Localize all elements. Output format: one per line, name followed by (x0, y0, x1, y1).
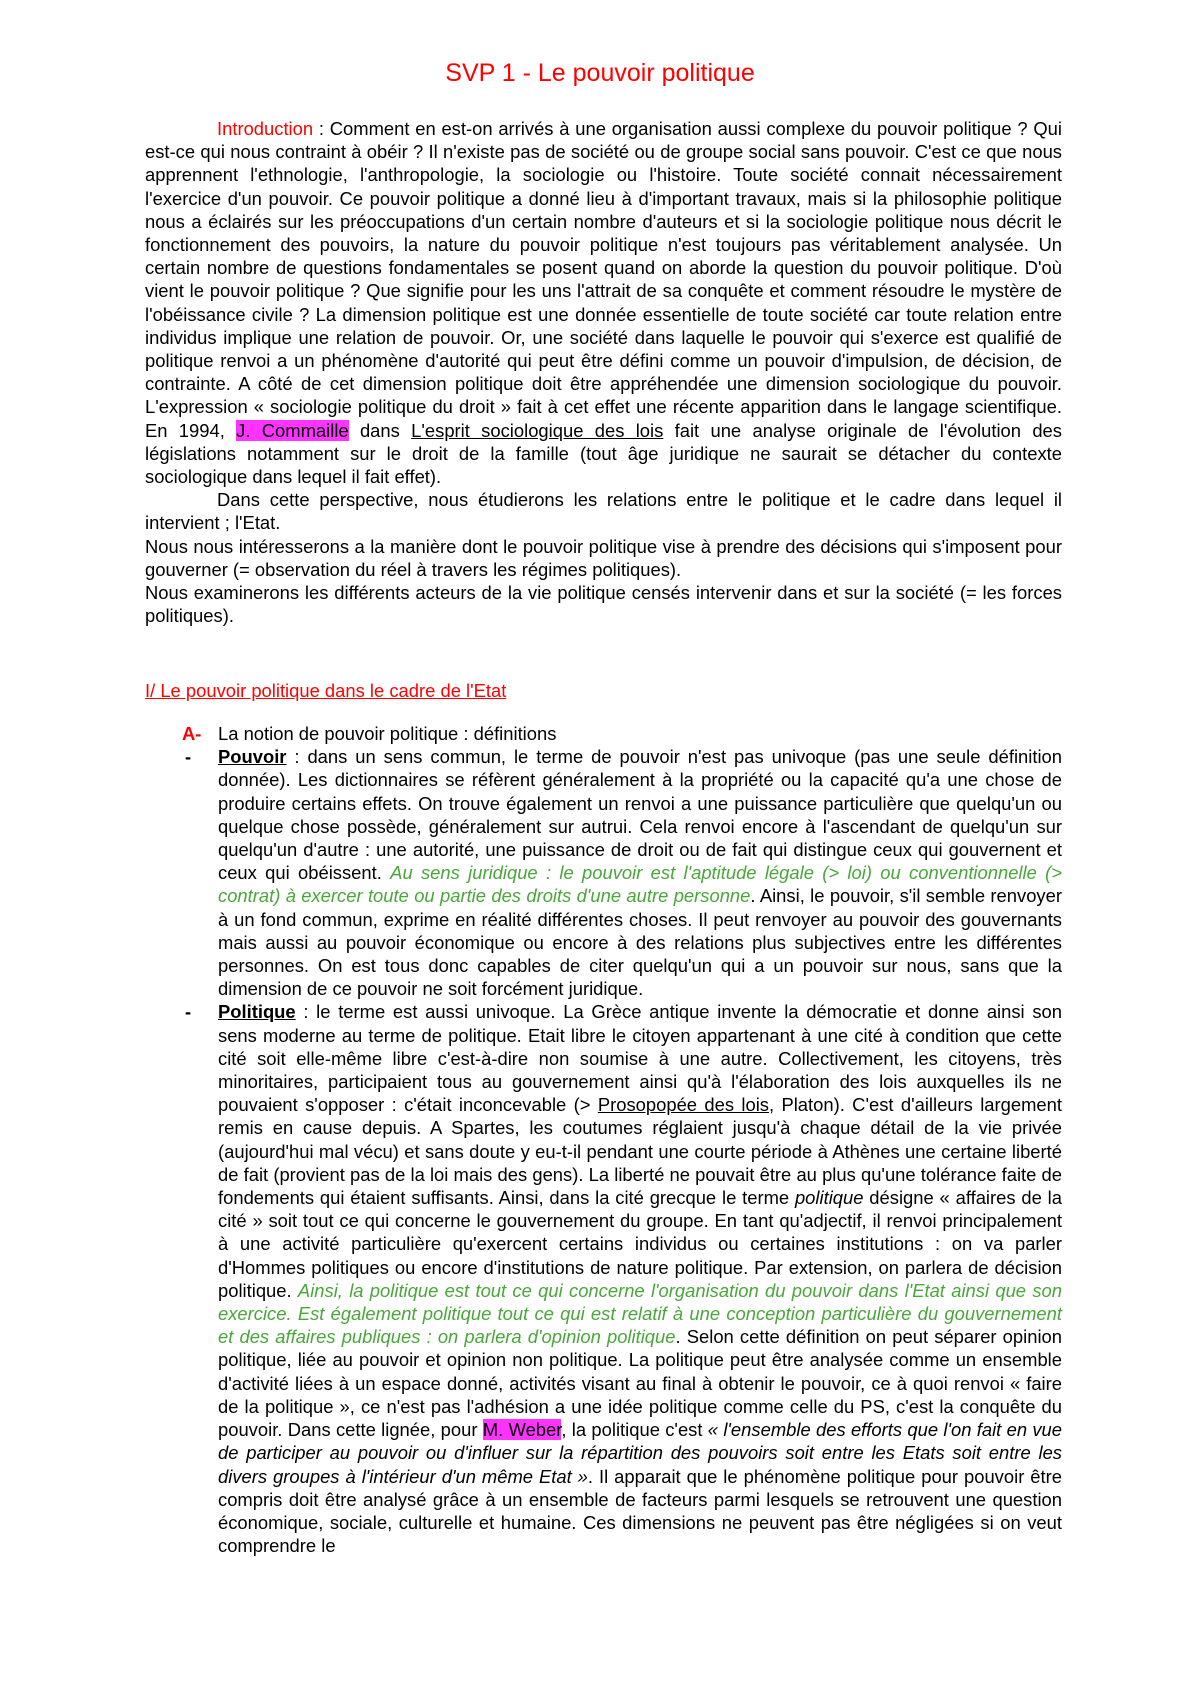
intro-label: Introduction (217, 118, 314, 139)
politique-definition: Ainsi, la politique est tout ce qui concerne l'organisation du pouvoir dans l'Etat ainsi que son exercice. Est également politique tout ce qui est relatif à une conception particulière du gouvernement et des affaires publiques : on parlera d'opinion politique (218, 1279, 1062, 1348)
definitions-list (145, 722, 1062, 1557)
intro-text-b: dans (348, 419, 412, 441)
list-item-politique (145, 1000, 1062, 1557)
intro-paragraph-1 (145, 117, 1062, 488)
list-item-pouvoir (145, 745, 1062, 1000)
pouvoir-legal-definition: Au sens juridique : le pouvoir est l'aptitude légale (> loi) ou conventionnelle (> contrat) à exercer toute ou partie des droits d'une autre personne (218, 862, 1063, 907)
pouvoir-text-a: : dans un sens commun, le terme de pouvoir n'est pas univoque (pas une seule définition donnée). Les dictionnaires se réfèrent généralement à la propriété ou la capacité qu'a une chose de produire certains effets. On trouve également un renvoi a une puissance particulière que quelqu'un ou quelque chose possède, généralement sur autrui. Cela renvoi encore à l'ascendant de quelqu'un sur quelqu'un d'autre : une autorité, une puissance de droit ou de fait qui distingue ceux qui gouvernent et ceux qui obéissent. (218, 746, 1062, 884)
politique-text-f: . Il apparait que le phénomène politique pour pouvoir être compris doit être analysé grâce à un ensemble de facteurs parmi lesquels se retrouvent une question économique, sociale, culturelle et humaine. Ces dimensions ne peuvent pas être négligées si on veut comprendre le (218, 1465, 1062, 1557)
section-heading: I/ Le pouvoir politique dans le cadre de l'Etat (145, 680, 507, 701)
document-title: SVP 1 - Le pouvoir politique (445, 59, 755, 87)
author-weber: M. Weber (482, 1419, 562, 1441)
politique-text-d: . Selon cette définition on peut séparer opinion politique, liée au pouvoir et opinion non politique. La politique peut être analysée comme un ensemble d'activité liées à un espace donné, activités visant au final à obtenir le pouvoir, ce à quoi renvoi « faire de la politique », ce n'est pas l'adhésion a une idée politique comme celle du PS, c'est la conquête du pouvoir. Dans cette lignée, pour (218, 1326, 1062, 1441)
politique-text-c: désigne « affaires de la cité » soit tout ce qui concerne le gouvernement du groupe. En tant qu'adjectif, il renvoi principalement à une activité particulière qu'exercent certains individus ou certaines institutions : on va parler d'Hommes politiques ou encore d'institutions de nature politique. Par extension, on parlera de décision politique. (218, 1187, 1062, 1301)
weber-quote: « l'ensemble des efforts que l'on fait en vue de participer au pouvoir ou d'influer sur la répartition des pouvoirs soit entre les Etats soit entre les divers groupes à l'intérieur d'un même Etat » (218, 1419, 1063, 1487)
book-title-esprit-sociologique: L'esprit sociologique des lois (411, 419, 664, 441)
politique-italic-word: politique (794, 1187, 864, 1209)
term-politique: Politique (218, 1001, 296, 1023)
book-title-prosopopee: Prosopopée des lois (597, 1094, 769, 1116)
politique-text-e: , la politique c'est (561, 1419, 708, 1441)
politique-text-a: : le terme est aussi univoque. La Grèce antique invente la démocratie et donne ainsi son sens moderne au terme de politique. Etait libre le citoyen appartenant à une cité à condition que cette cité soit elle-même libre c'est-à-dire non soumise à une autre. Collectivement, les citoyens, très minoritaires, participaient tous au gouvernement ainsi qu'à l'élaboration des lois auxquelles ils ne pouvaient s'opposer : c'était inconcevable (> (218, 1001, 1062, 1116)
subsection-a (145, 722, 1062, 745)
bullet-dash: - (185, 1001, 192, 1023)
term-pouvoir: Pouvoir (218, 746, 287, 768)
subsection-title: La notion de pouvoir politique : définitions (218, 723, 557, 744)
subsection-marker: A- (182, 723, 202, 744)
intro-paragraph-2: Dans cette perspective, nous étudierons les relations entre le politique et le cadre dans lequel il intervient ; l'Etat. (145, 489, 1062, 534)
intro-text-c: fait une analyse originale de l'évolution des législations notamment sur le droit de la famille (tout âge juridique ne saurait se détacher du contexte sociologique dans lequel il fait effet). (145, 419, 1062, 488)
pouvoir-text-b: . Ainsi, le pouvoir, s'il semble renvoyer à un fond commun, exprime en réalité différentes choses. Il peut renvoyer au pouvoir des gouvernants mais aussi au pouvoir économique ou encore à des relations plus subjectives entre les différentes personnes. On est tous donc capables de citer quelqu'un qui a un pouvoir sur nous, sans que la dimension de ce pouvoir ne soit forcément juridique. (218, 885, 1062, 1000)
author-commaille: J. Commaille (236, 419, 349, 441)
bullet-dash: - (185, 746, 192, 768)
intro-paragraph-3: Nous nous intéresserons a la manière dont le pouvoir politique vise à prendre des décisions qui s'imposent pour gouverner (= observation du réel à travers les régimes politiques). (145, 535, 1062, 580)
intro-paragraph-4: Nous examinerons les différents acteurs de la vie politique censés intervenir dans et sur la société (= les forces politiques). (145, 582, 1062, 627)
intro-text-a: : Comment en est-on arrivés à une organisation aussi complexe du pouvoir politique ? Qui est-ce qui nous contraint à obéir ? Il n'existe pas de société ou de groupe social sans pouvoir. C'est ce que nous apprennent l'ethnologie, l'anthropologie, la sociologie ou l'histoire. Toute société connait nécessairement l'exercice d'un pouvoir. Ce pouvoir politique a donné lieu à d'important travaux, mais si la philosophie politique nous a éclairés sur les préoccupations d'un certain nombre d'auteurs et si la sociologie politique nous décrit le fonctionnement des pouvoirs, la nature du pouvoir politique n'est toujours pas véritablement analysée. Un certain nombre de questions fondamentales se posent quand on aborde la question du pouvoir politique. D'où vient le pouvoir politique ? Que signifie pour les uns l'attrait de sa conquête et comment résoudre le mystère de l'obéissance civile ? La dimension politique est une donnée essentielle de toute société car toute relation entre individus implique une relation de pouvoir. Or, une société dans laquelle le pouvoir qui s'exerce est qualifié de politique renvoi a un phénomène d'autorité qui peut être défini comme un pouvoir d'impulsion, de décision, de contrainte. A côté de cet dimension politique doit être appréhendée une dimension sociologique du pouvoir. L'expression « sociologie politique du droit » fait à cet effet une récente apparition dans le langage scientifique. En 1994, (145, 118, 1062, 441)
introduction-block (145, 117, 1062, 627)
politique-text-b: , Platon). C'est d'ailleurs largement remis en cause depuis. A Spartes, les coutumes réglaient jusqu'à chaque détail de la vie privée (aujourd'hui mal vécu) et sans doute y eu-t-il pendant une courte période à Athènes une certaine liberté de fait (provient pas de la loi mais des gens). La liberté ne pouvait être au plus qu'une tolérance faite de fondements qui étaient suffisants. Ainsi, dans la cité grecque le terme (218, 1094, 1062, 1209)
